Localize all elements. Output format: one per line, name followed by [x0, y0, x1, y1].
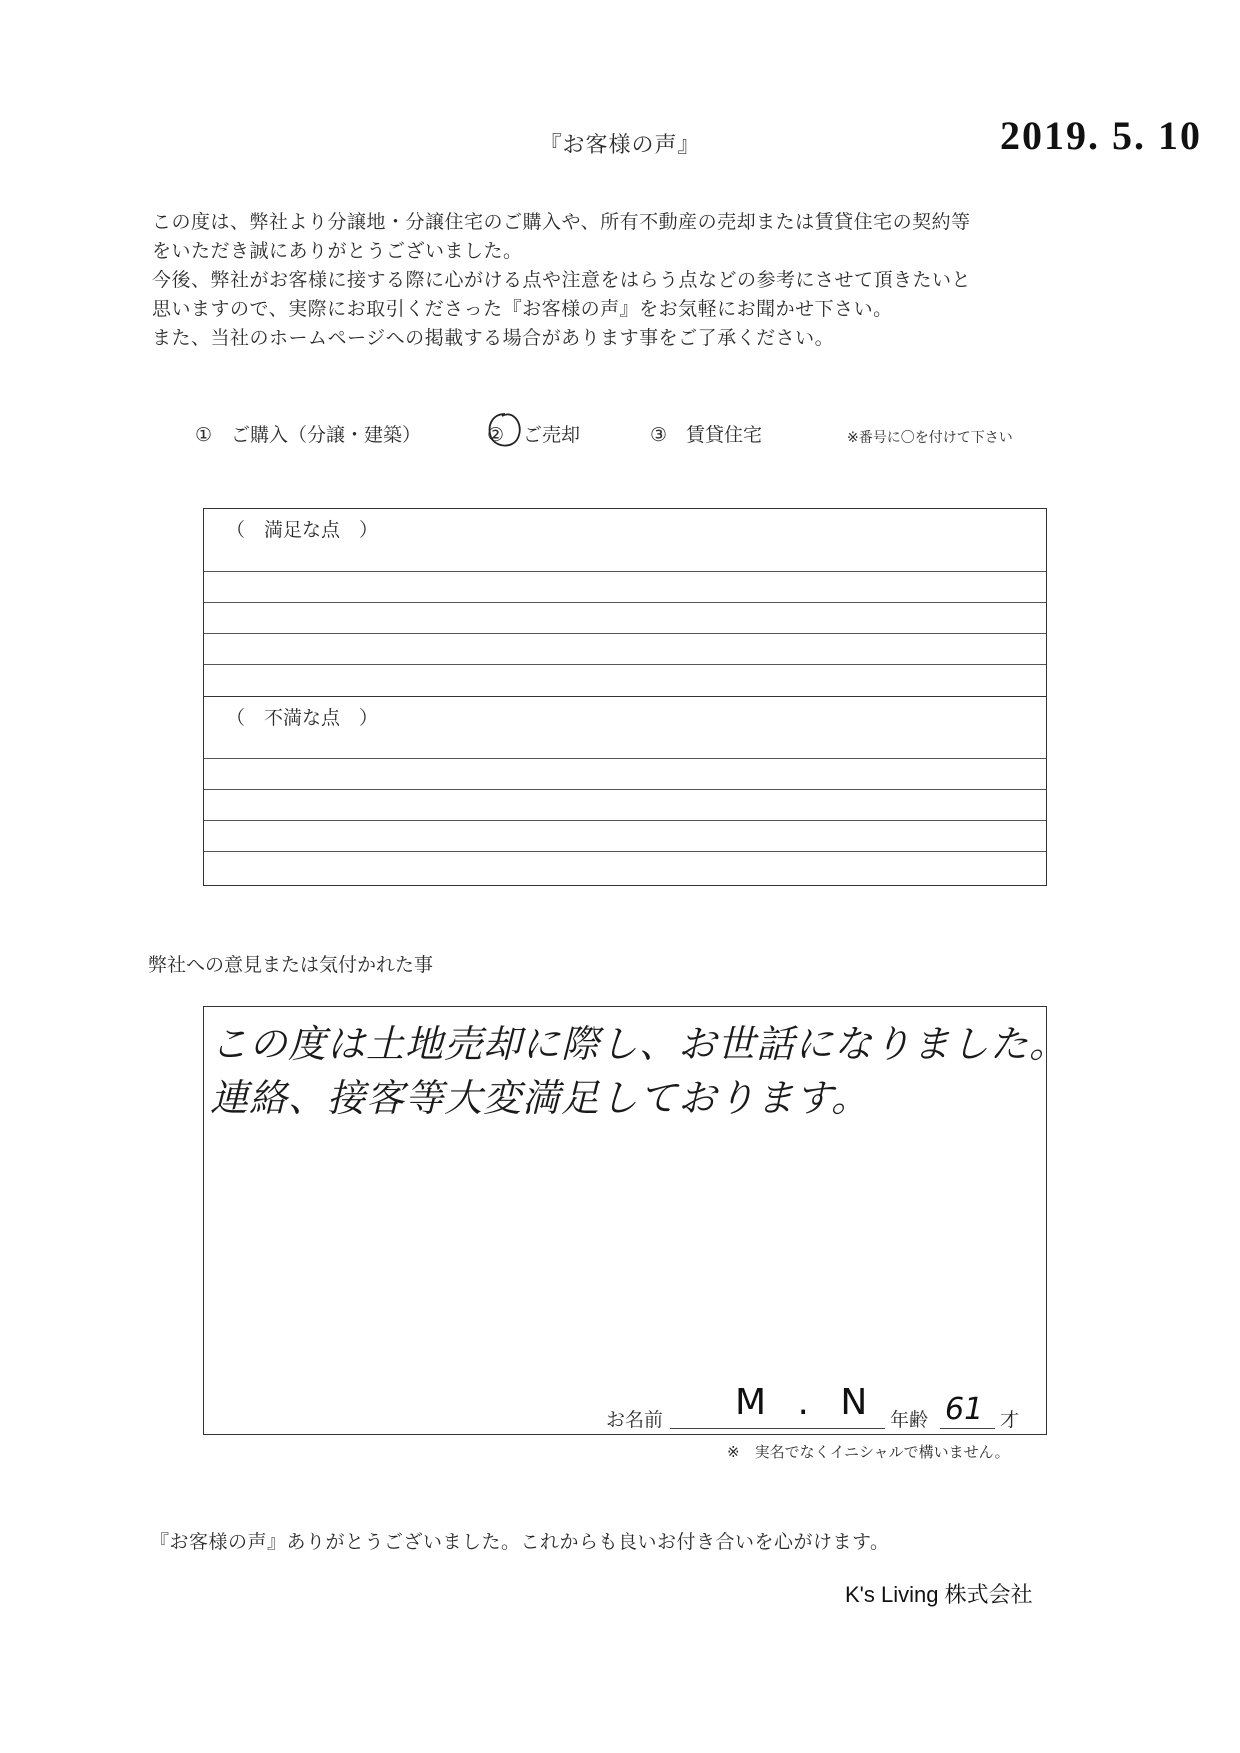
ruled-line [204, 758, 1046, 759]
feedback-box [203, 508, 1047, 886]
customer-initials: M . N [735, 1382, 878, 1423]
circle-instruction-note: ※番号に〇を付けて下さい [847, 430, 1013, 446]
ruled-line [204, 602, 1046, 603]
ruled-line [204, 664, 1046, 665]
selection-circle-mark [485, 410, 525, 450]
age-label: 年齢 [890, 1409, 929, 1431]
customer-age: 61 [945, 1392, 984, 1427]
handwritten-date: 2019. 5. 10 [1000, 113, 1202, 158]
initials-note: ※ 実名でなくイニシャルで構いません。 [727, 1443, 1010, 1461]
intro-line: をいただき誠にありがとうございました。 [152, 240, 523, 262]
intro-text [152, 208, 971, 353]
age-suffix: 才 [1000, 1409, 1020, 1431]
opinion-label: 弊社への意見または気付かれた事 [148, 954, 434, 976]
option-rental[interactable]: ③ 賃貸住宅 [650, 424, 763, 446]
dissatisfied-label: （ 不満な点 ） [226, 707, 379, 729]
closing-message: 『お客様の声』ありがとうございました。これからも良いお付き合いを心がけます。 [150, 1531, 890, 1553]
ruled-line [204, 633, 1046, 634]
option-sale[interactable]: ② ご売却 [487, 424, 581, 446]
name-label: お名前 [606, 1409, 664, 1431]
opinion-box [203, 1006, 1069, 1435]
page-title: 『お客様の声』 [539, 133, 701, 158]
intro-line: この度は、弊社より分譲地・分譲住宅のご購入や、所有不動産の売却または賃貸住宅の契約等 [152, 211, 971, 233]
handwritten-comment-line: この度は土地売却に際し、お世話になりました。 [210, 1022, 1069, 1066]
handwritten-comment-line: 連絡、接客等大変満足しております。 [210, 1076, 870, 1120]
section-divider [204, 696, 1046, 697]
intro-line: 思いますので、実際にお取引くださった『お客様の声』をお気軽にお聞かせ下さい。 [152, 298, 893, 320]
company-name: K's Living 株式会社 [845, 1582, 1033, 1607]
name-underline [670, 1428, 885, 1429]
option-purchase[interactable]: ① ご購入（分譲・建築） [195, 424, 422, 446]
intro-line: 今後、弊社がお客様に接する際に心がける点や注意をはらう点などの参考にさせて頂きたいと [152, 269, 972, 291]
ruled-line [204, 571, 1046, 572]
ruled-line [204, 789, 1046, 790]
satisfied-label: （ 満足な点 ） [226, 519, 379, 541]
ruled-line [204, 820, 1046, 821]
age-underline [940, 1428, 995, 1429]
intro-line: また、当社のホームページへの掲載する場合があります事をご了承ください。 [152, 327, 835, 349]
ruled-line [204, 851, 1046, 852]
